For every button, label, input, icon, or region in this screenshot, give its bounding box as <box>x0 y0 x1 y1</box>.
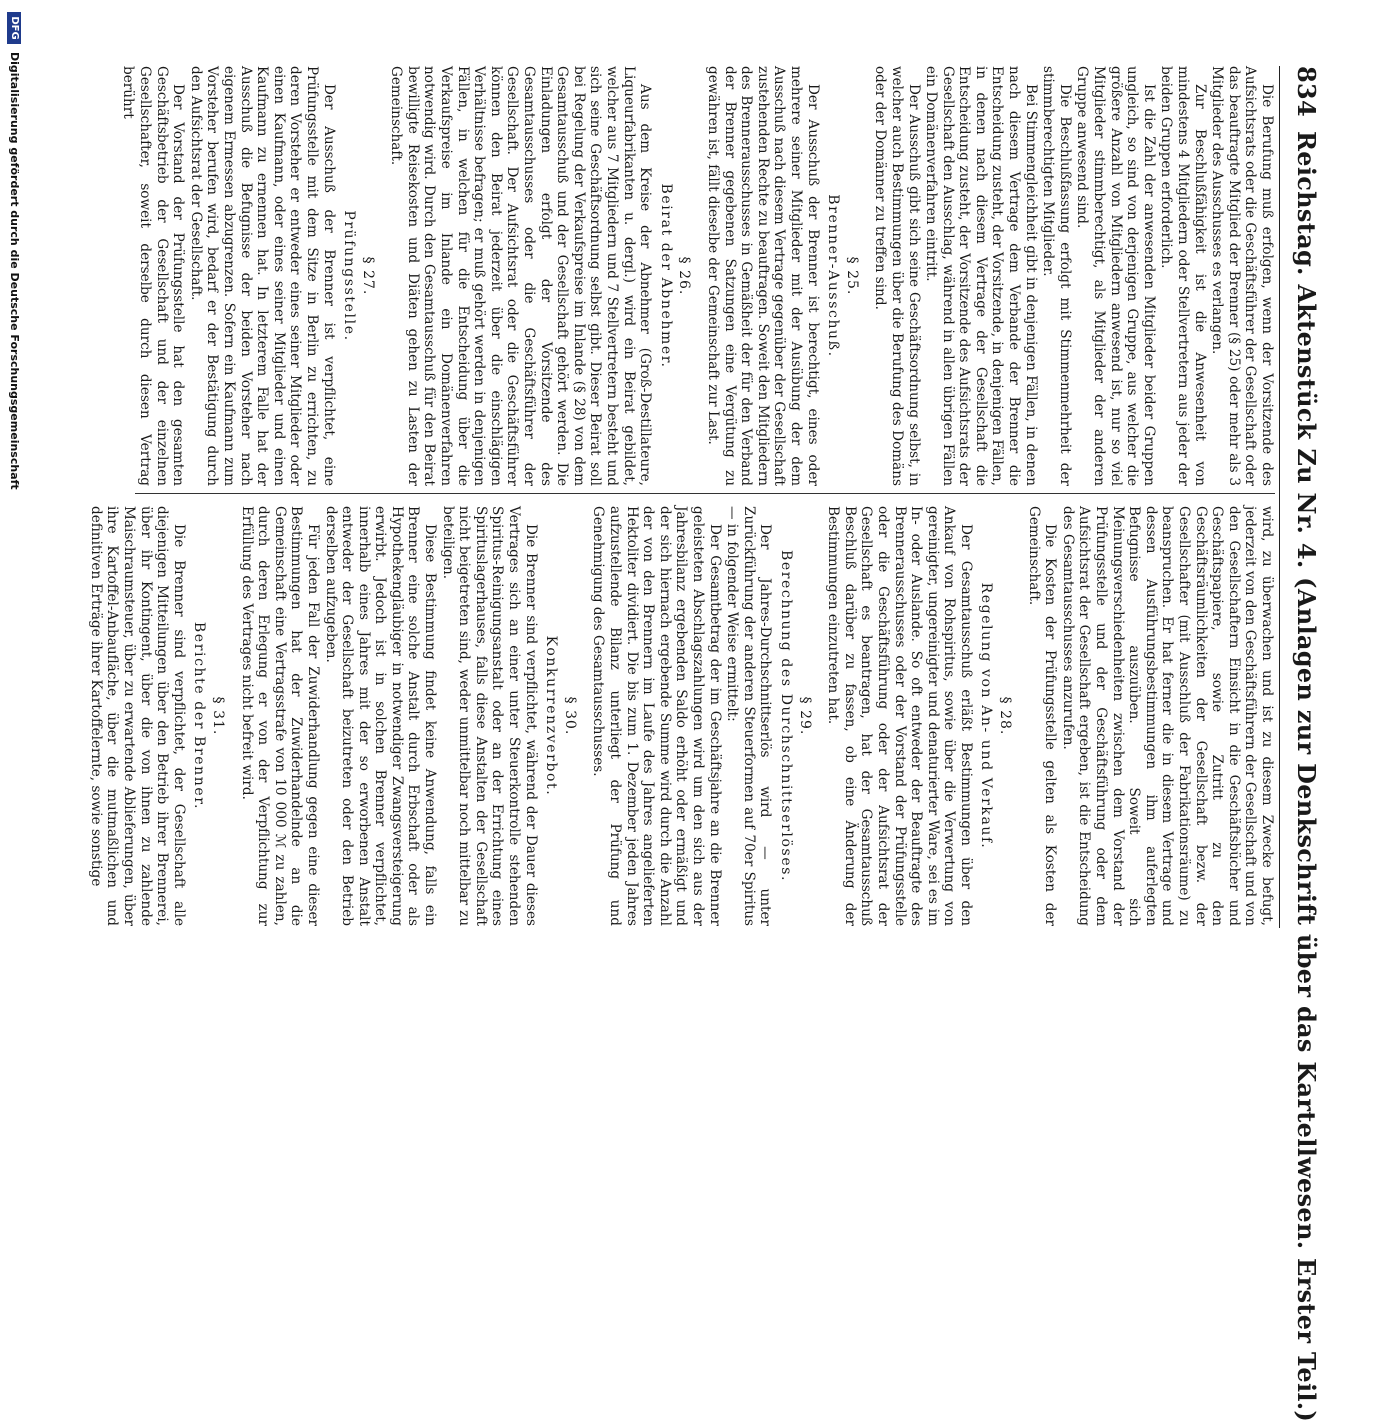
section-number: § 31. <box>209 696 226 736</box>
paragraph: Diese Bestimmung findet keine Anwendung, falls ein Brenner eine solche Anstalt durch Erbschaft oder als Hypothekengläubiger in notwendiger Zwangsversteigerung erwirbt. Jedoch ist in solchen Brenner verpflichtet, innerhalb eines Jahres mit der so erworbenen Anstalt entweder der Gesellschaft beizutreten oder den Betrieb derselben aufzugeben. <box>322 506 439 926</box>
column-divider <box>135 493 1275 494</box>
left-column <box>120 66 1275 486</box>
right-column <box>87 506 1275 926</box>
section-number: § 30. <box>561 696 578 736</box>
section-title: Brenner-Ausschuß. <box>825 194 842 358</box>
section-title: Berechnung des Durchschnittserlöses. <box>777 549 794 883</box>
section-title: Beirat der Abnehmer. <box>657 183 674 369</box>
paragraph: Der Jahres-Durchschnittserlös wird — unter Zurückführung der anderen Steuerformen auf 70er Spiritus — in folgender Weise ermittelt: <box>724 506 774 926</box>
section-title: Regelung von An- und Verkauf. <box>978 582 995 850</box>
header-rule <box>1279 66 1280 928</box>
paragraph: Die Beschlußfassung erfolgt mit Stimmenmehrheit der stimmberechtigten Mitglieder. <box>1040 66 1073 486</box>
section-title: Prüfungsstelle. <box>341 210 358 342</box>
paragraph: Die Brenner sind verpflichtet, der Gesellschaft alle diejenigen Mitteilungen über den Betrieb ihrer Brennerei, über ihr Kontingent, über die von ihnen zu zahlende Maischraumsteuer, über zu erwartende Ablieferungen, über ihre Kartoffel-Anbaufläche, über die mutmaßlichen und definitiven Erträge ihrer Kartoffelernte, sowie sonstige <box>87 506 187 926</box>
dfg-logo: DFG <box>7 12 21 44</box>
section-number: § 26. <box>676 256 693 296</box>
section-title: Konkurrenzverbot. <box>543 635 560 797</box>
paragraph: wird, zu überwachen und ist zu diesem Zwecke befugt, jederzeit von den Geschäftsführern der Gesellschaft und von den Gesellschaftern Einsicht in die Geschäftsbücher und Geschäftspapiere, sowie Zutritt zu den Geschäftsräumlichkeiten der Gesellschaft bezw. der Gesellschafter (mit Ausschluß der Fabrikationsräume) zu beanspruchen. Er hat ferner die in diesem Vertrage und dessen Ausführungsbestimmungen ihm auferlegten Befugnisse auszuüben. Soweit sich Meinungsverschiedenheiten zwischen dem Vorstand der Prüfungsstelle und der Geschäftsführung oder dem Aufsichtsrat der Gesellschaft ergeben, ist die Entscheidung des Gesamtausschusses anzurufen. <box>1059 506 1275 926</box>
section-number: § 28. <box>997 696 1014 736</box>
page-header <box>1281 66 1321 1422</box>
section-number: § 27. <box>359 256 376 296</box>
header-title: Reichstag. Aktenstück Zu Nr. 4. (Anlagen zur Denkschrift über das Kartellwesen. Erster Teil.) <box>1292 131 1321 1422</box>
section-number: § 29. <box>796 696 813 736</box>
paragraph: Die Brenner sind verpflichtet, während der Dauer dieses Vertrages sich an einer unter Steuerkontrolle stehenden Spiritus-Reinigungsanstalt oder an der Errichtung eines Spirituslagerhauses, falls diese Anstalten der Gesellschaft nicht beigetreten sind, weder unmittelbar noch mittelbar zu beteiligen. <box>439 506 539 926</box>
paragraph: Der Ausschuß gibt sich seine Geschäftsordnung selbst, in welcher auch Bestimmungen über die Berufung des Domäns oder der Domänner zu treffen sind. <box>872 66 922 486</box>
paragraph: Der Ausschuß der Brenner ist berechtigt, eines oder mehrere seiner Mitglieder mit der Ausübung der dem Ausschuß nach diesem Vertrage gegenüber der Gesellschaft zustehenden Rechte zu beauftragen. Soweit den Mitgliedern des Brennerausschusses in Gemäßheit der für den Verband der Brenner gegebenen Satzungen eine Vergütung zu gewähren ist, fällt dieselbe der Gemeinschaft zur Last. <box>705 66 821 486</box>
digitization-credit: Digitalisierung gefördert durch die Deutsche Forschungsgemeinschaft <box>8 52 21 490</box>
paragraph: Die Berufung muß erfolgen, wenn der Vorsitzende des Aufsichtsrats oder die Geschäftsführer der Gesellschaft oder das beauftragte Mitglied der Brenner (§ 25) oder mehr als 3 Mitglieder des Ausschusses es verlangen. <box>1209 66 1275 486</box>
page-number: 834 <box>1292 66 1321 117</box>
paragraph: Zur Beschlußfähigkeit ist die Anwesenheit von mindestens 4 Mitgliedern oder Stellvertretern aus jeder der beiden Gruppen erforderlich. <box>1158 66 1208 486</box>
paragraph: Der Ausschuß der Brenner ist verpflichtet, eine Prüfungsstelle mit dem Sitze in Berlin zu errichten, zu deren Vorsteher er entweder eines seiner Mitglieder oder einen Kaufmann, oder eines seiner Mitglieder und einen Kaufmann zu ernennen hat. In letzterem Falle hat der Ausschuß die Befugnisse der beiden Vorsteher nach eigenem Ermessen abzugrenzen. Sofern ein Kaufmann zum Vorsteher berufen wird, bedarf er der Bestätigung durch den Aufsichtsrat der Gesellschaft. <box>187 66 337 486</box>
paragraph: Der Gesamtausschuß erläßt Bestimmungen über den Ankauf von Rohspiritus, sowie über die Verwertung von gereinigter, ungereinigter und denaturierter Ware, sei es im In- oder Auslande. So oft entweder der Beauftragte des Brennerausschusses oder der Vorstand der Prüfungsstelle oder die Geschäftsführung oder der Aufsichtsrat der Gesellschaft es beantragen, hat der Gesamtausschuß Beschluß darüber zu fassen, ob eine Änderung der Bestimmungen einzutreten hat. <box>825 506 974 926</box>
section-number: § 25. <box>843 256 860 296</box>
paragraph: Die Kosten der Prüfungsstelle gelten als Kosten der Gemeinschaft. <box>1025 506 1059 926</box>
paragraph: Ist die Zahl der anwesenden Mitglieder beider Gruppen ungleich, so sind von derjenigen Gruppe, aus welcher die größere Anzahl von Mitgliedern anwesend ist, nur so viel Mitglieder stimmberechtigt, als Mitglieder der anderen Gruppe anwesend sind. <box>1074 66 1157 486</box>
paragraph: Der Gesamtbetrag der im Geschäftsjahre an die Brenner geleisteten Abschlagszahlungen wird um den sich aus der Jahresbilanz ergebenden Saldo erhöht oder ermäßigt und der sich hiernach ergebende Summe wird durch die Anzahl der von den Brennern im Laufe des Jahres angelieferten Hektoliter dividiert. Die bis zum 1. Dezember jeden Jahres aufzustellende Bilanz unterliegt der Prüfung und Genehmigung des Gesamtausschusses. <box>590 506 723 926</box>
paragraph: Für jeden Fall der Zuwiderhandlung gegen eine dieser Bestimmungen hat der Zuwiderhandelnde an die Gemeinschaft eine Vertragsstrafe von 10 000 ℳ zu zahlen, durch deren Erlegung er von der Verpflichtung zur Erfüllung des Vertrages nicht befreit wird. <box>238 506 321 926</box>
section-title: Berichte der Brenner. <box>191 621 208 811</box>
paragraph: Bei Stimmengleichheit gibt in denjenigen Fällen, in denen nach diesem Vertrage dem Verbande der Brenner die Entscheidung zusteht, der Vorsitzende, in denjenigen Fällen, in denen nach diesem Vertrage der Gesellschaft die Entscheidung zusteht, der Vorsitzende des Aufsichtsrats der Gesellschaft den Ausschlag, während in allen übrigen Fällen ein Domänenverfahren eintritt. <box>923 66 1039 486</box>
paragraph: Aus dem Kreise der Abnehmer (Groß-Destillateure, Liqueurfabrikanten u. dergl.) wird ein Beirat gebildet, welcher aus 7 Mitgliedern und 7 Stellvertretern besteht und sich seine Geschäftsordnung selbst gibt. Dieser Beirat soll bei Regelung der Verkaufspreise im Inlande (§ 28) von dem Gesamtausschuß und der Gesellschaft gehört werden. Die Einladungen erfolgt der Vorsitzende des Gesamtausschusses oder die Geschäftsführer der Gesellschaft. Der Aufsichtsrat oder die Geschäftsführer können den Beirat jederzeit über die einschlägigen Verhältnisse befragen; er muß gehört werden in denjenigen Fällen, in welchen für die Entscheidung über die Verkaufspreise im Inlande ein Domänenverfahren notwendig wird. Durch den Gesamtausschuß für den Beirat bewilligte Reisekosten und Diäten gehen zu Lasten der Gemeinschaft. <box>388 66 654 486</box>
paragraph: Der Vorstand der Prüfungsstelle hat den gesamten Geschäftsbetrieb der Gesellschaft und der einzelnen Gesellschafter, soweit derselbe durch diesen Vertrag berührt <box>120 66 187 486</box>
